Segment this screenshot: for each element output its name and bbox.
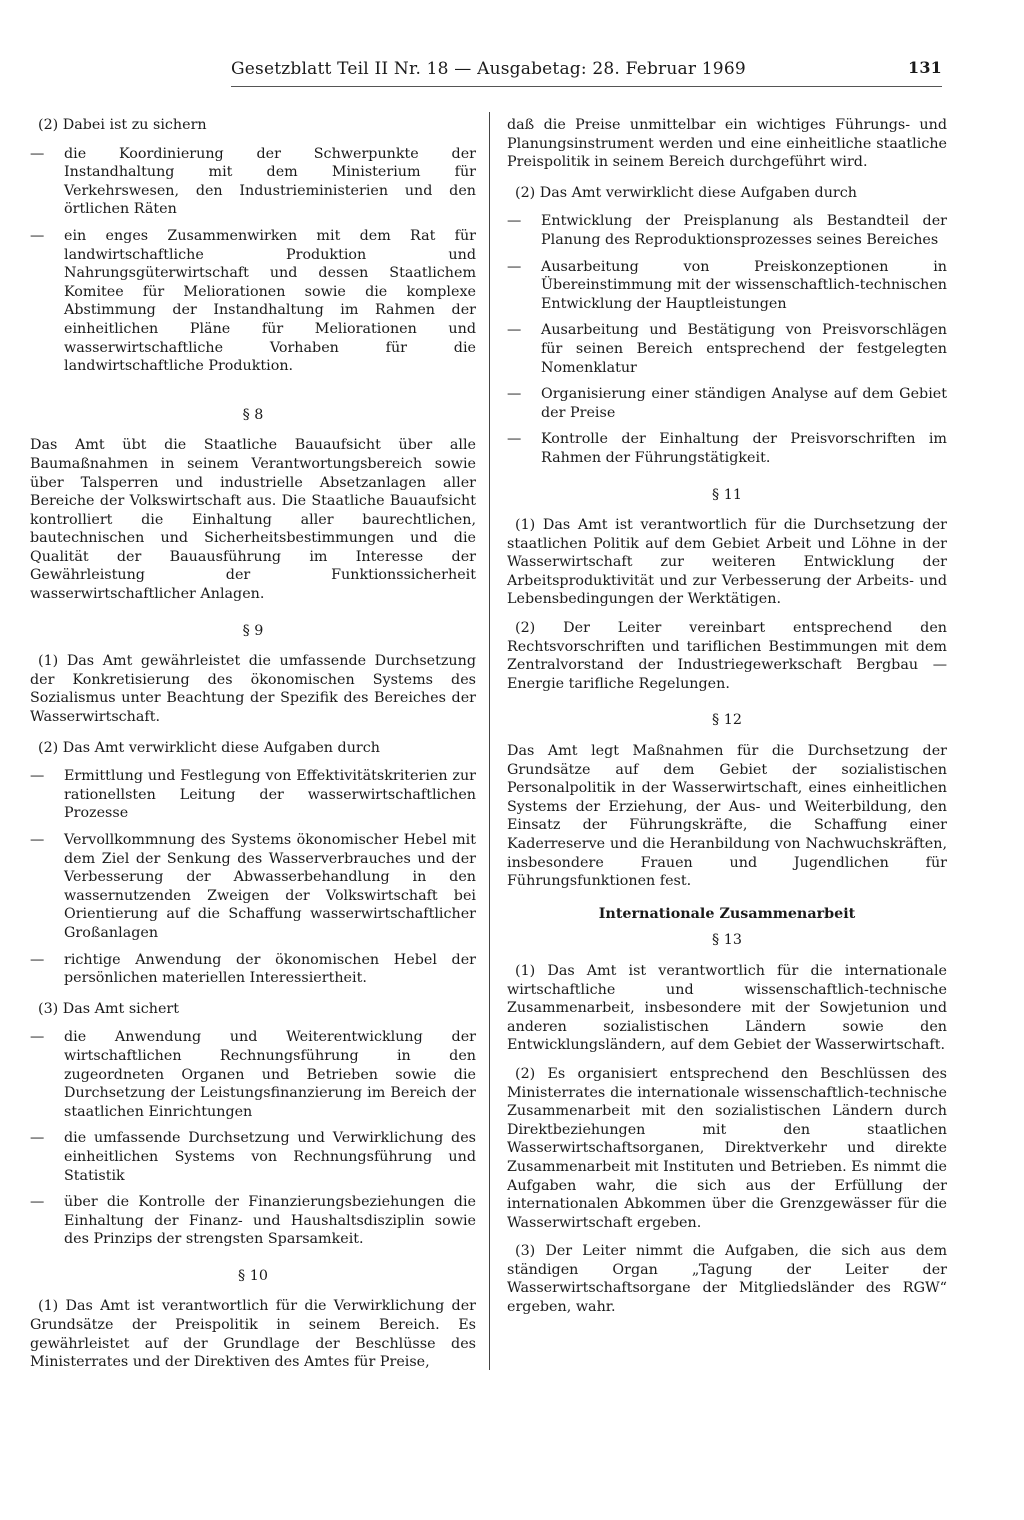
page-number: 131 xyxy=(908,58,942,77)
dash-mark: — xyxy=(30,768,45,785)
paragraph: (1) Das Amt ist verantwortlich für die internationale wirtschaftliche und wissenschaftlich-technische Zusammenarbeit, insbesondere mit der Sowjetunion und anderen sozialistischen Ländern sowie den Entwicklungsländern, auf dem Gebiet der Wasserwirtschaft. xyxy=(507,962,947,1054)
dash-mark: — xyxy=(30,1029,45,1046)
page-header xyxy=(231,58,942,87)
dash-mark: — xyxy=(507,213,522,230)
dash-mark: — xyxy=(30,145,45,162)
paragraph-intro: (2) Dabei ist zu sichern xyxy=(38,117,207,133)
section-heading: § 12 xyxy=(712,712,742,729)
paragraph-intro: (3) Das Amt sichert xyxy=(38,1000,180,1017)
list-item: — über die Kontrolle der Finanzierungsbeziehungen die Einhaltung der Finanz- und Haushaltsdisziplin sowie des Prinzips der strengsten Sparsamkeit. xyxy=(30,1194,476,1248)
section-heading: § 13 xyxy=(712,932,742,949)
list-item: — Kontrolle der Einhaltung der Preisvorschriften im Rahmen der Führungstätigkeit. xyxy=(507,431,947,466)
paragraph: (2) Es organisiert entsprechend den Beschlüssen des Ministerrates die internationale wissenschaftlich-technische Zusammenarbeit mit den sozialistischen Ländern durch Direktbeziehungen mit den staatlichen Wasserwirtschaftsorganen, Direktverkehr und direkte Zusammenarbeit mit Instituten und Betrieben. Es nimmt die Aufgaben wahr, die sich aus der Erfüllung der internationalen Abkommen über die Grenzgewässer für die Wasserwirtschaft ergeben. xyxy=(507,1065,947,1231)
section-heading: § 11 xyxy=(712,486,742,503)
dash-mark: — xyxy=(30,227,45,244)
paragraph: Das Amt übt die Staatliche Bauaufsicht über alle Baumaßnahmen in seinem Verantwortungsbereich sowie über Talsperren und industrielle Absetzanlagen aller Bereiche der Volkswirtschaft aus. Die Staatliche Bauaufsicht kontrolliert die Einhaltung aller baurechtlichen, bautechnischen und Sicherheitsbestimmungen und die Qualität der Bauausführung im Interesse der Gewährleistung der Funktionssicherheit wasserwirtschaftlicher Anlagen. xyxy=(30,437,476,603)
list-item: — Ausarbeitung von Preiskonzeptionen in Übereinstimmung mit der wissenschaftlich-technischen Entwicklung der Hauptleistungen xyxy=(507,258,947,312)
paragraph: (1) Das Amt gewährleistet die umfassende Durchsetzung der Konkretisierung des ökonomischen Systems des Sozialismus unter Beachtung der Spezifik des Bereiches der Wasserwirtschaft. xyxy=(30,653,476,726)
list-item: — die Anwendung und Weiterentwicklung der wirtschaftlichen Rechnungsführung in den zugeordneten Organen und Betrieben sowie die Durchsetzung der Leistungsfinanzierung im Bereich der staatlichen Einrichtungen xyxy=(30,1029,476,1120)
dash-mark: — xyxy=(507,431,522,448)
right-column xyxy=(507,116,947,1327)
list-item: — Organisierung einer ständigen Analyse auf dem Gebiet der Preise xyxy=(507,386,947,421)
dash-mark: — xyxy=(507,258,522,275)
dash-mark: — xyxy=(30,1194,45,1211)
paragraph: (3) Der Leiter nimmt die Aufgaben, die sich aus dem ständigen Organ „Tagung der Leiter der Wasserwirtschaftsorgane der Mitgliedsländer des RGW“ ergeben, wahr. xyxy=(507,1243,947,1316)
left-column xyxy=(30,116,476,1382)
section-heading: § 9 xyxy=(242,622,264,639)
chapter-heading: Internationale Zusammenarbeit xyxy=(598,905,856,922)
paragraph: (2) Der Leiter vereinbart entsprechend den Rechtsvorschriften und tariflichen Bestimmungen mit dem Zentralvorstand der Industriegewerkschaft Bergbau — Energie tarifliche Regelungen. xyxy=(507,620,947,692)
dash-mark: — xyxy=(507,386,522,403)
list-item: — ein enges Zusammenwirken mit dem Rat für landwirtschaftliche Produktion und Nahrungsgüterwirtschaft und dessen Staatlichem Komitee für Meliorationen sowie die komplexe Abstimmung der Instandhaltung im Rahmen der einheitlichen Pläne für Meliorationen und wasserwirtschaftliche Vorhaben für die landwirtschaftliche Produktion. xyxy=(30,227,476,375)
list-item: — Ermittlung und Festlegung von Effektivitätskriterien zur rationellsten Leitung der wasserwirtschaftlichen Prozesse xyxy=(30,768,476,822)
paragraph: daß die Preise unmittelbar ein wichtiges Führungs- und Planungsinstrument werden und eine einheitliche staatliche Preispolitik in seinem Bereich durchgeführt wird. xyxy=(507,117,947,171)
paragraph: (1) Das Amt ist verantwortlich für die Durchsetzung der staatlichen Politik auf dem Gebiet Arbeit und Löhne in der Wasserwirtschaft zur weiteren Entwicklung der Arbeitsproduktivität und zur Verbesserung der Arbeits- und Lebensbedingungen der Werktätigen. xyxy=(507,517,947,608)
list-item: — die Koordinierung der Schwerpunkte der Instandhaltung mit dem Ministerium für Verkehrswesen, den Industrieministerien und den örtlichen Räten xyxy=(30,145,476,218)
header-title: Gesetzblatt Teil II Nr. 18 — Ausgabetag: 28. Februar 1969 xyxy=(231,59,746,79)
dash-mark: — xyxy=(30,1130,45,1147)
section-heading: § 10 xyxy=(238,1267,268,1284)
dash-mark: — xyxy=(30,832,45,848)
list-item: — Ausarbeitung und Bestätigung von Preisvorschlägen für seinen Bereich entsprechend der festgelegten Nomenklatur xyxy=(507,322,947,376)
paragraph-intro: (2) Das Amt verwirklicht diese Aufgaben durch xyxy=(515,184,857,201)
list-item: — die umfassende Durchsetzung und Verwirklichung des einheitlichen Systems von Rechnungsführung und Statistik xyxy=(30,1130,476,1184)
dash-mark: — xyxy=(507,322,522,339)
list-item: — Entwicklung der Preisplanung als Bestandteil der Planung des Reproduktionsprozesses seines Bereiches xyxy=(507,213,947,248)
list-item: — richtige Anwendung der ökonomischen Hebel der persönlichen materiellen Interessiertheit. xyxy=(30,951,476,987)
paragraph: Das Amt legt Maßnahmen für die Durchsetzung der Grundsätze auf dem Gebiet der sozialistischen Personalpolitik in der Wasserwirtschaft, eines einheitlichen Systems der Erziehung, der Aus- und Weiterbildung, den Einsatz der Führungskräfte, die Schaffung einer Kaderreserve und die Heranbildung von Nachwuchskräften, insbesondere Frauen und Jugendlichen für Führungsfunktionen fest. xyxy=(507,743,947,890)
section-heading: § 8 xyxy=(242,406,264,423)
list-item: — Vervollkommnung des Systems ökonomischer Hebel mit dem Ziel der Senkung des Wasserverbrauches und der Verbesserung der Abwasserbehandlung in den wassernutzenden Zweigen der Volkswirtschaft bei Orientierung auf die Schaffung wasserwirtschaftlicher Großanlagen xyxy=(30,832,476,941)
paragraph: (1) Das Amt ist verantwortlich für die Verwirklichung der Grundsätze der Preispolitik in seinem Bereich. Es gewährleistet auf der Grundlage der Beschlüsse des Ministerrates und der Direktiven des Amtes für Preise, xyxy=(30,1298,476,1371)
dash-mark: — xyxy=(30,951,45,968)
paragraph-intro: (2) Das Amt verwirklicht diese Aufgaben durch xyxy=(38,739,380,756)
